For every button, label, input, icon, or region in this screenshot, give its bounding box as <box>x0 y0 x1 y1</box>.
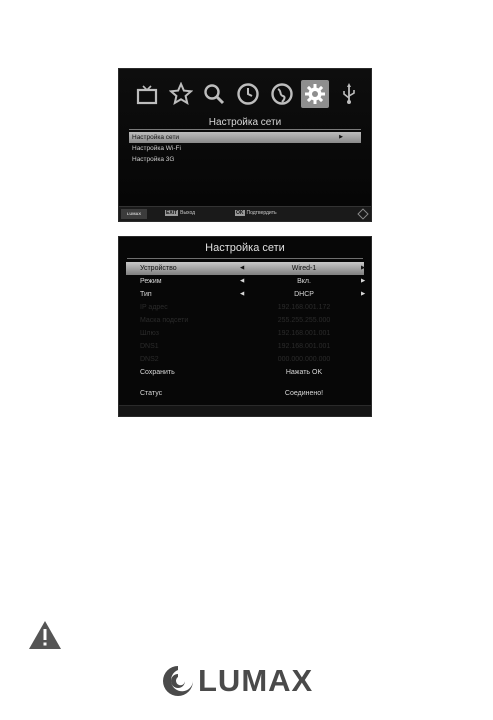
tv-icon[interactable] <box>133 80 161 108</box>
page-title: Настройка сети <box>205 242 285 254</box>
exit-hint <box>165 210 195 216</box>
clock-icon[interactable] <box>234 80 262 108</box>
menu-item-wifi-settings[interactable] <box>129 143 361 154</box>
network-config-list <box>126 262 364 400</box>
footer-bar <box>119 405 371 416</box>
row-value: Нажать OK <box>285 369 323 376</box>
diamond-icon <box>357 208 368 219</box>
menu-item-label: Настройка Wi-Fi <box>132 145 181 152</box>
row-label: IP адрес <box>140 304 168 311</box>
warning-icon <box>28 620 62 650</box>
menu-icon-bar <box>133 79 363 109</box>
row-label: Режим <box>140 278 162 285</box>
title-divider <box>129 129 361 130</box>
row-mode[interactable] <box>126 275 364 288</box>
row-label: Маска подсети <box>140 317 189 324</box>
row-value: 192.168.001.001 <box>277 343 331 350</box>
exit-key: EXIT <box>166 210 178 216</box>
menu-item-3g-settings[interactable] <box>129 154 361 165</box>
ok-hint <box>235 210 277 216</box>
row-value: 255.255.255.000 <box>277 317 331 324</box>
ok-label: Подтвердить <box>246 210 277 216</box>
row-label: Шлюз <box>140 330 159 337</box>
arrow-left-icon[interactable]: ◀ <box>240 291 245 297</box>
footer-logo: LUMAX <box>121 209 147 219</box>
search-icon[interactable] <box>200 80 228 108</box>
brand-logo <box>160 664 335 698</box>
row-label: Тип <box>140 291 152 298</box>
row-label: DNS1 <box>140 343 159 350</box>
row-gateway <box>126 327 364 340</box>
arrow-right-icon[interactable]: ▶ <box>361 278 366 284</box>
row-device[interactable] <box>126 262 364 275</box>
arrow-right-icon[interactable]: ▶ <box>361 291 366 297</box>
main-menu-screen <box>118 68 372 222</box>
network-config-screen <box>118 236 372 417</box>
row-value: Wired-1 <box>291 265 317 272</box>
row-dns2 <box>126 353 364 366</box>
menu-item-label: Настройка сети <box>132 134 180 141</box>
row-status <box>126 387 364 400</box>
globe-icon[interactable] <box>268 80 296 108</box>
usb-icon[interactable] <box>335 80 363 108</box>
spacer <box>126 379 364 387</box>
row-dns1 <box>126 340 364 353</box>
row-value: DHCP <box>294 291 314 298</box>
brand-name: LUMAX <box>198 663 314 698</box>
arrow-left-icon[interactable]: ◀ <box>240 278 245 284</box>
page-title: Настройка сети <box>208 117 282 128</box>
row-label: Сохранить <box>140 369 175 376</box>
row-value: Соединено! <box>284 390 324 397</box>
row-type[interactable] <box>126 288 364 301</box>
arrow-left-icon[interactable]: ◀ <box>240 265 245 271</box>
star-icon[interactable] <box>167 80 195 108</box>
row-label: Статус <box>140 390 163 397</box>
row-value: Вкл. <box>297 278 311 285</box>
footer-hint-bar <box>119 206 371 221</box>
exit-label: Выход <box>180 210 196 216</box>
gear-icon[interactable] <box>301 80 329 108</box>
row-subnet-mask <box>126 314 364 327</box>
row-value: 192.168.001.001 <box>277 330 331 337</box>
title-divider <box>127 258 363 259</box>
row-label: Устройство <box>140 265 177 272</box>
row-ip-address <box>126 301 364 314</box>
brand-mark-icon <box>160 664 196 698</box>
arrow-right-icon: ▶ <box>339 134 343 140</box>
row-label: DNS2 <box>140 356 159 363</box>
menu-item-network-settings[interactable] <box>129 132 361 143</box>
network-settings-menu <box>129 132 361 165</box>
row-value: 192.168.001.172 <box>277 304 331 311</box>
arrow-right-icon[interactable]: ▶ <box>361 265 366 271</box>
menu-item-label: Настройка 3G <box>132 156 175 163</box>
ok-key: OK <box>236 210 244 216</box>
row-save[interactable] <box>126 366 364 379</box>
row-value: 000.000.000.000 <box>277 356 331 363</box>
